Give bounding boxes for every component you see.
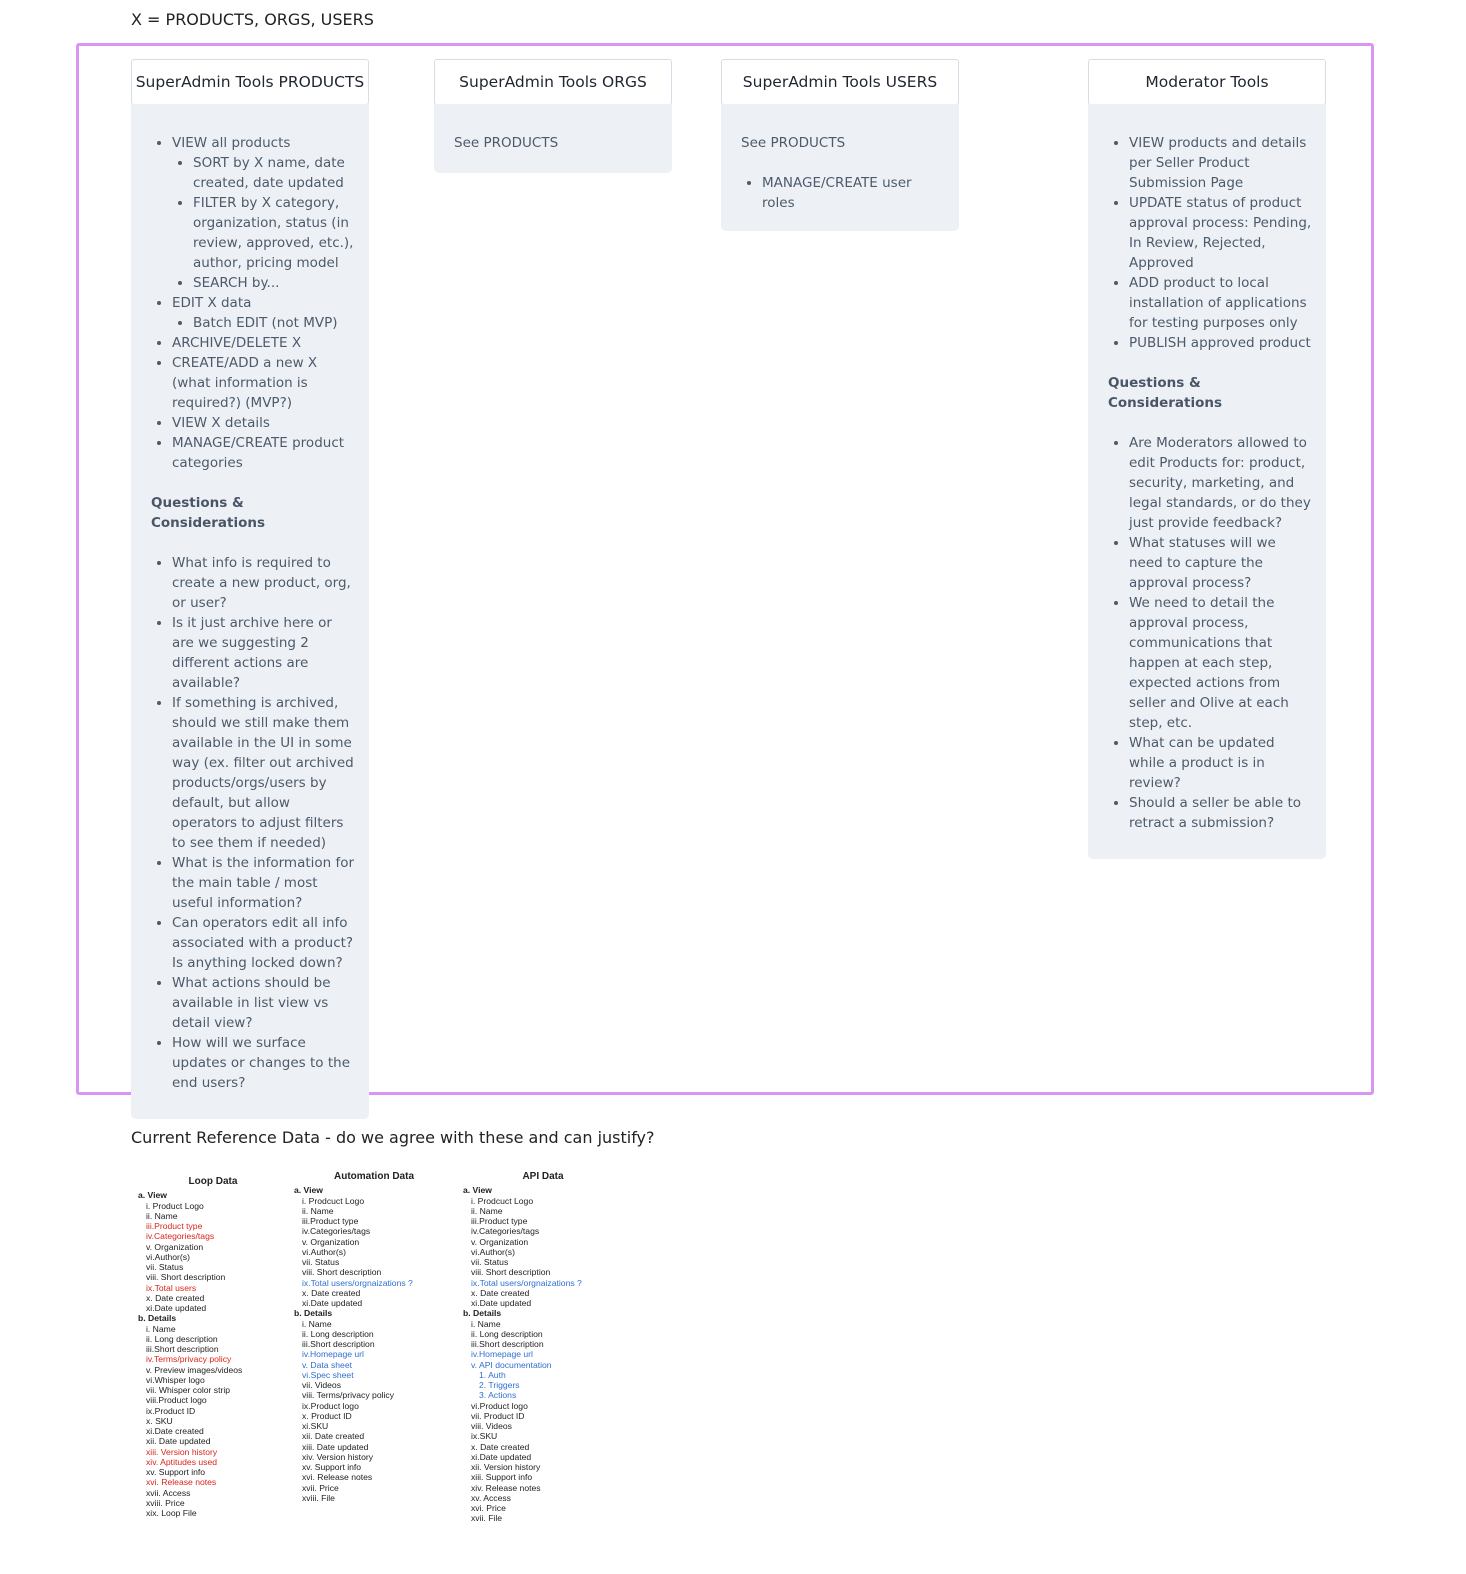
list-item: • If something is archived, should we still make them available in the UI in some way (ex. filter out archived products/orgs/users by default, but allow operators to adjust filters to see them if needed): [172, 693, 355, 853]
reference-item: ii. Long description: [302, 1328, 374, 1339]
automation-data-block: [294, 1172, 454, 1503]
reference-item: 3. Actions: [479, 1390, 517, 1401]
reference-item: xvi. Release notes: [146, 1477, 217, 1488]
list-item: • How will we surface updates or changes to the end users?: [172, 1033, 355, 1093]
reference-item: xvi. Price: [471, 1503, 506, 1513]
list-item: • SORT by X name, date created, date updated: [193, 153, 355, 193]
users-column: [721, 59, 959, 231]
reference-item: vi.Product logo: [471, 1400, 528, 1411]
reference-item: vii. Product ID: [471, 1410, 525, 1421]
list-item: • UPDATE status of product approval process: Pending, In Review, Rejected, Approved: [1129, 193, 1312, 273]
users-note: See PRODUCTS: [741, 135, 846, 151]
products-column-header[interactable]: [131, 59, 369, 105]
section-label: b. Details: [463, 1308, 502, 1319]
list-item: • CREATE/ADD a new X (what information is required?) (MVP?): [172, 353, 355, 413]
reference-item: ix.Total users: [146, 1282, 197, 1293]
reference-item: xv. Support info: [302, 1462, 362, 1472]
reference-item: i. Product Logo: [146, 1200, 204, 1211]
section-label: a. View: [294, 1185, 323, 1196]
list-item: • Is it just archive here or are we suggesting 2 different actions are available?: [172, 613, 355, 693]
reference-item: xiv. Release notes: [471, 1482, 541, 1493]
moderator-column-title: Moderator Tools: [1145, 73, 1269, 91]
products-column-body: [131, 104, 369, 1119]
reference-item: xiv. Aptitudes used: [146, 1456, 218, 1467]
sub-list: [172, 153, 355, 293]
reference-item: xi.Date updated: [471, 1451, 532, 1462]
users-column-header[interactable]: [721, 59, 959, 105]
reference-item: xi.SKU: [302, 1421, 329, 1431]
reference-item: ix.Product logo: [302, 1400, 359, 1411]
reference-item: iv.Homepage url: [302, 1349, 364, 1360]
reference-item: v. Organization: [146, 1241, 204, 1252]
reference-item: ix.Total users/orgnaizations ?: [471, 1277, 582, 1288]
reference-item: v. Organization: [471, 1236, 529, 1247]
reference-item: 2. Triggers: [479, 1380, 520, 1390]
reference-item: xi.Date updated: [146, 1303, 207, 1313]
reference-item: vi.Author(s): [146, 1251, 190, 1262]
reference-item: i. Prodcuct Logo: [302, 1195, 365, 1206]
products-questions-list: [151, 553, 355, 1093]
reference-item: viii. Terms/privacy policy: [302, 1390, 395, 1401]
reference-item: xi.Date updated: [471, 1298, 532, 1308]
reference-item: viii. Short description: [302, 1267, 382, 1278]
reference-item: iii.Product type: [146, 1221, 203, 1231]
reference-block-title: Loop Data: [188, 1176, 238, 1187]
reference-item: x. SKU: [146, 1415, 173, 1426]
reference-item: viii. Short description: [471, 1267, 551, 1278]
reference-item: xiii. Date updated: [302, 1441, 369, 1452]
reference-item: xv. Access: [471, 1492, 511, 1503]
orgs-column: [434, 59, 672, 173]
reference-item: vii. Status: [146, 1262, 184, 1272]
reference-item: xi.Date created: [146, 1426, 204, 1436]
reference-item: xvii. Price: [302, 1482, 339, 1493]
reference-item: ii. Name: [146, 1210, 178, 1221]
products-column: [131, 59, 369, 1119]
reference-item: ii. Name: [302, 1205, 334, 1216]
orgs-column-title: SuperAdmin Tools ORGS: [459, 73, 647, 91]
reference-item: v. API documentation: [471, 1359, 552, 1370]
section-label: b. Details: [138, 1313, 177, 1324]
reference-block-title: Automation Data: [334, 1171, 414, 1182]
list-item: • Can operators edit all info associated with a product? Is anything locked down?: [172, 913, 355, 973]
reference-item: xiii. Version history: [146, 1446, 218, 1457]
section-label: a. View: [138, 1190, 167, 1201]
reference-item: iii.Short description: [471, 1339, 544, 1349]
reference-item: ii. Name: [471, 1205, 503, 1216]
list-item: • We need to detail the approval process, communications that happen at each step, expected actions from seller and Olive at each step, etc.: [1129, 593, 1312, 733]
sub-list: [172, 313, 355, 333]
reference-item: ii. Long description: [471, 1328, 543, 1339]
reference-item: i. Name: [471, 1318, 501, 1329]
reference-item: v. Organization: [302, 1236, 360, 1247]
list-item: • ARCHIVE/DELETE X: [172, 333, 355, 353]
reference-item: xii. Date updated: [146, 1436, 211, 1447]
reference-item: iv.Categories/tags: [302, 1226, 371, 1237]
reference-item: xviii. File: [302, 1492, 335, 1503]
reference-item: vii. Status: [471, 1257, 509, 1267]
list-item: • ADD product to local installation of applications for testing purposes only: [1129, 273, 1312, 333]
reference-item: vii. Status: [302, 1257, 340, 1267]
reference-item: xi.Date updated: [302, 1298, 363, 1308]
reference-title: Current Reference Data - do we agree with these and can justify?: [131, 1128, 655, 1147]
page-heading: X = PRODUCTS, ORGS, USERS: [131, 10, 374, 29]
reference-item: ix.SKU: [471, 1431, 498, 1442]
list-item: • PUBLISH approved product: [1129, 333, 1312, 353]
api-data-block: [463, 1172, 623, 1524]
section-label: a. View: [463, 1185, 492, 1196]
orgs-column-body: [434, 104, 672, 173]
list-item: • VIEW X details: [172, 413, 355, 433]
reference-item: x. Date created: [302, 1287, 361, 1298]
reference-item: i. Prodcuct Logo: [471, 1195, 534, 1206]
reference-item: vii. Videos: [302, 1380, 342, 1390]
list-item: • What statuses will we need to capture the approval process?: [1129, 533, 1312, 593]
list-item: • EDIT X data • Batch EDIT (not MVP): [172, 293, 355, 333]
reference-item: xvii. File: [471, 1513, 503, 1524]
reference-item: vi.Spec sheet: [302, 1369, 354, 1380]
list-item: • What can be updated while a product is in review?: [1129, 733, 1312, 793]
loop-data-block: [138, 1177, 288, 1518]
moderator-qc-title: Questions & Considerations: [1108, 375, 1223, 411]
reference-item: vii. Whisper color strip: [146, 1385, 231, 1395]
reference-item: xviii. Price: [146, 1497, 185, 1508]
list-item: • MANAGE/CREATE product categories: [172, 433, 355, 473]
users-list: [741, 173, 945, 213]
products-qc-title: Questions & Considerations: [151, 495, 266, 531]
reference-item: x. Date created: [146, 1292, 205, 1303]
section-label: b. Details: [294, 1308, 333, 1319]
list-item: • Batch EDIT (not MVP): [193, 313, 355, 333]
list-item: • FILTER by X category, organization, status (in review, approved, etc.), author, pricing model: [193, 193, 355, 273]
products-column-title: SuperAdmin Tools PRODUCTS: [135, 73, 365, 91]
reference-item: i. Name: [302, 1318, 332, 1329]
reference-item: v. Data sheet: [302, 1359, 352, 1370]
reference-item: ix.Product ID: [146, 1405, 196, 1416]
list-item: • VIEW all products • SORT by X name, date created, date updated • FILTER by X category, organization, status (in review, approved, etc.), author, pricing model • SEARCH by...: [172, 133, 355, 293]
reference-item: ii. Long description: [146, 1333, 218, 1344]
list-item: • SEARCH by...: [193, 273, 355, 293]
reference-item: viii. Videos: [471, 1421, 512, 1431]
list-item: • MANAGE/CREATE user roles: [762, 173, 945, 213]
reference-item: iii.Product type: [471, 1216, 528, 1226]
reference-item: 1. Auth: [479, 1369, 506, 1380]
products-list: [151, 133, 355, 473]
moderator-column-header[interactable]: [1088, 59, 1326, 105]
reference-item: iii.Short description: [302, 1339, 375, 1349]
reference-item: vi.Author(s): [471, 1246, 515, 1257]
reference-item: vi.Author(s): [302, 1246, 346, 1257]
reference-item: xiii. Support info: [471, 1472, 533, 1483]
reference-item: xii. Version history: [471, 1462, 541, 1472]
list-item: • What is the information for the main table / most useful information?: [172, 853, 355, 913]
reference-item: xix. Loop File: [146, 1508, 197, 1518]
reference-item: iii.Product type: [302, 1216, 359, 1226]
reference-block-title: API Data: [522, 1171, 564, 1182]
reference-item: x. Product ID: [302, 1410, 352, 1421]
reference-item: iv.Homepage url: [471, 1349, 533, 1360]
reference-item: x. Date created: [471, 1441, 530, 1452]
reference-item: ix.Total users/orgnaizations ?: [302, 1277, 413, 1288]
reference-item: xv. Support info: [146, 1467, 206, 1477]
reference-item: v. Preview images/videos: [146, 1364, 243, 1375]
list-item: • What info is required to create a new product, org, or user?: [172, 553, 355, 613]
reference-item: iv.Categories/tags: [146, 1231, 215, 1242]
moderator-column: [1088, 59, 1326, 859]
reference-item: iii.Short description: [146, 1344, 219, 1354]
reference-item: iv.Categories/tags: [471, 1226, 540, 1237]
reference-item: xii. Date created: [302, 1431, 365, 1442]
reference-item: xvii. Access: [146, 1487, 191, 1498]
reference-item: vi.Whisper logo: [146, 1374, 205, 1385]
list-item: • Are Moderators allowed to edit Products for: product, security, marketing, and legal standards, or do they just provide feedback?: [1129, 433, 1312, 533]
moderator-list: [1108, 133, 1312, 353]
list-item: • VIEW products and details per Seller Product Submission Page: [1129, 133, 1312, 193]
reference-item: viii.Product logo: [146, 1395, 207, 1406]
orgs-note: See PRODUCTS: [454, 135, 559, 151]
moderator-column-body: [1088, 104, 1326, 859]
users-column-body: [721, 104, 959, 231]
reference-item: iv.Terms/privacy policy: [146, 1354, 232, 1365]
reference-item: viii. Short description: [146, 1272, 226, 1283]
orgs-column-header[interactable]: [434, 59, 672, 105]
reference-item: xiv. Version history: [302, 1451, 374, 1462]
users-column-title: SuperAdmin Tools USERS: [742, 73, 938, 91]
reference-item: i. Name: [146, 1323, 176, 1334]
list-item: • What actions should be available in list view vs detail view?: [172, 973, 355, 1033]
list-item: • Should a seller be able to retract a submission?: [1129, 793, 1312, 833]
reference-item: x. Date created: [471, 1287, 530, 1298]
moderator-questions-list: [1108, 433, 1312, 833]
reference-item: xvi. Release notes: [302, 1472, 373, 1483]
